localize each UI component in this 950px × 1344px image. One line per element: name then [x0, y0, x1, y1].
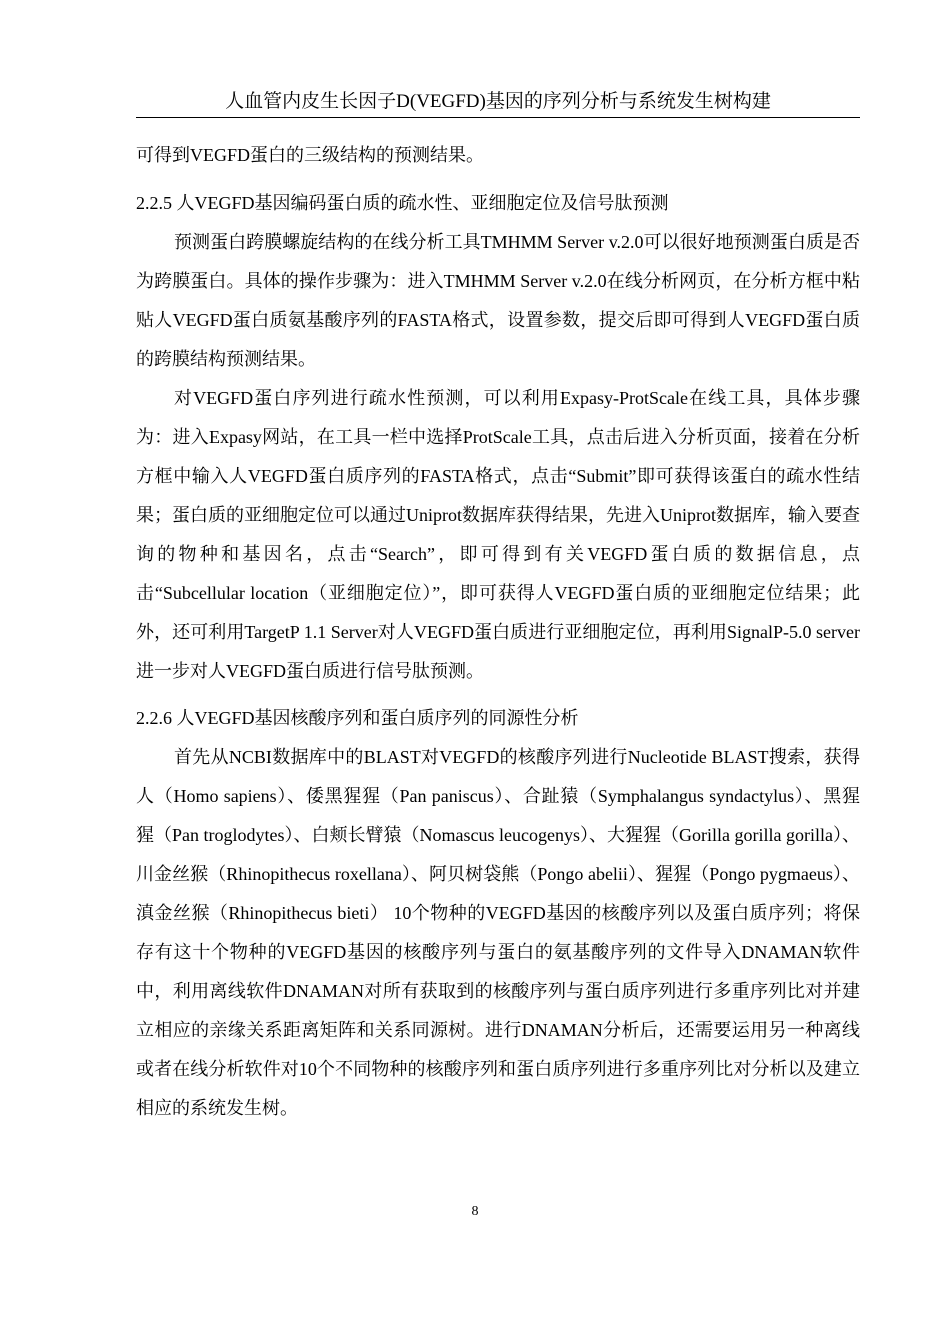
tmhmm-paragraph: 预测蛋白跨膜螺旋结构的在线分析工具TMHMM Server v.2.0可以很好地预测蛋白质是否为跨膜蛋白。具体的操作步骤为：进入TMHMM Server v.2.0在线分析网页，在分析方框中粘贴人VEGFD蛋白质氨基酸序列的FASTA格式，设置参数，提交后即可得到人VEGFD蛋白质的跨膜结构预测结果。: [136, 232, 860, 369]
intro-paragraph: 可得到VEGFD蛋白的三级结构的预测结果。: [136, 145, 485, 165]
header-rule: [136, 117, 860, 118]
main-content: [136, 136, 860, 1128]
section-heading-2-2-5: 2.2.5 人VEGFD基因编码蛋白质的疏水性、亚细胞定位及信号肽预测: [136, 193, 669, 213]
protscale-paragraph: 对VEGFD蛋白序列进行疏水性预测，可以利用Expasy-ProtScale在线工具，具体步骤为：进入Expasy网站，在工具一栏中选择ProtScale工具，点击后进入分析页面，接着在分析方框中输入人VEGFD蛋白质序列的FASTA格式，点击“Submit”即可获得该蛋白的疏水性结果；蛋白质的亚细胞定位可以通过Uniprot数据库获得结果，先进入Uniprot数据库，输入要查询的物种和基因名，点击“Search”，即可得到有关VEGFD蛋白质的数据信息，点击“Subcellular location（亚细胞定位）”，即可获得人VEGFD蛋白质的亚细胞定位结果；此外，还可利用TargetP 1.1 Server对人VEGFD蛋白质进行亚细胞定位，再利用SignalP-5.0 server进一步对人VEGFD蛋白质进行信号肽预测。: [136, 388, 860, 681]
page-number: 8: [471, 1204, 479, 1219]
running-header: 人血管内皮生长因子D(VEGFD)基因的序列分析与系统发生树构建: [225, 91, 771, 112]
blast-paragraph: 首先从NCBI数据库中的BLAST对VEGFD的核酸序列进行Nucleotide BLAST搜索，获得人（Homo sapiens）、倭黑猩猩（Pan paniscus）、合趾猿（Symphalangus syndactylus）、黑猩猩（Pan troglodytes）、白颊长臂猿（Nomascus leucogenys）、大猩猩（Gorilla gorilla gorilla）、川金丝猴（Rhinopithecus roxellana）、阿贝树袋熊（Pongo abelii）、猩猩（Pongo pygmaeus）、滇金丝猴（Rhinopithecus bieti） 10个物种的VEGFD基因的核酸序列以及蛋白质序列；将保存有这十个物种的VEGFD基因的核酸序列与蛋白的氨基酸序列的文件导入DNAMAN软件中，利用离线软件DNAMAN对所有获取到的核酸序列与蛋白质序列进行多重序列比对并建立相应的亲缘关系距离矩阵和关系同源树。进行DNAMAN分析后，还需要运用另一种离线或者在线分析软件对10个不同物种的核酸序列和蛋白质序列进行多重序列比对分析以及建立相应的系统发生树。: [136, 747, 860, 1118]
section-heading-2-2-6: 2.2.6 人VEGFD基因核酸序列和蛋白质序列的同源性分析: [136, 708, 579, 728]
